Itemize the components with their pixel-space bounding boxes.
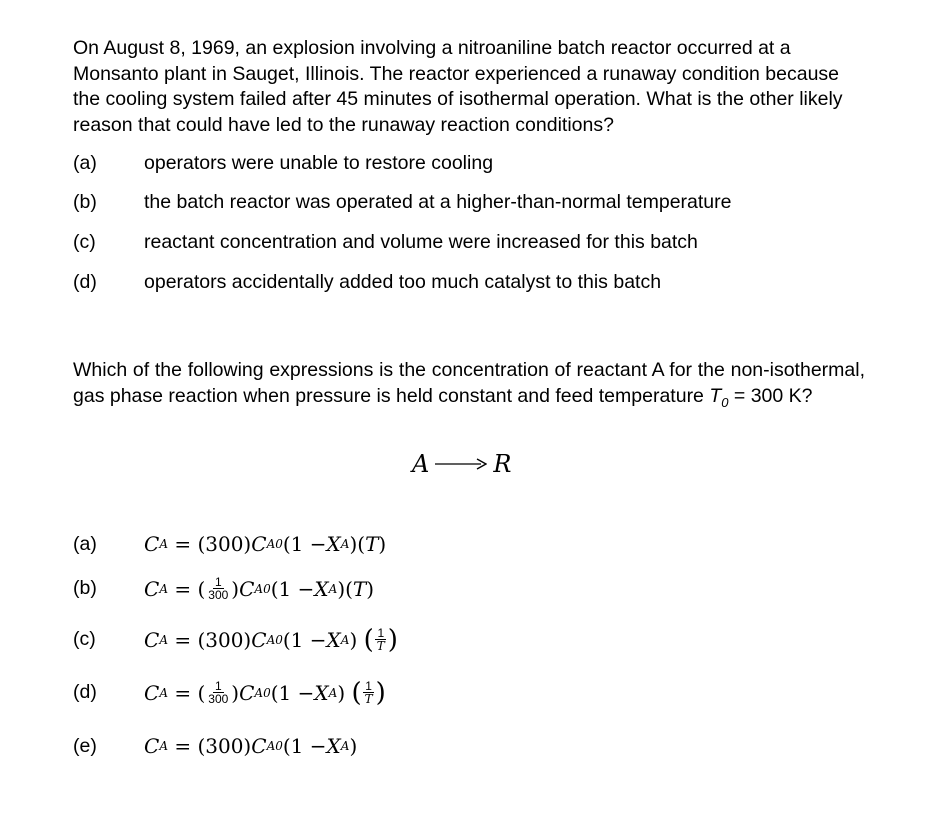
product: R — [493, 450, 512, 478]
option-expression: C A = ( $\frac{1}{300}$ ) C A0 (1 − X A ) ( $\frac{1}{T}$ ) — [144, 677, 386, 708]
option-text: the batch reactor was operated at a higher-than-normal temperature — [144, 191, 732, 213]
option-expression: C A = (300) C A0 (1 − X A ) ( $\frac{1}{T}$ ) — [144, 624, 398, 655]
reaction-equation — [412, 449, 511, 479]
option-label: (d) — [73, 681, 97, 703]
question-1-option-b — [73, 190, 873, 214]
option-expression: C A = ( $\frac{1}{300}$ ) C A0 (1 − X A )( T ) — [144, 575, 375, 602]
option-label: (d) — [73, 271, 97, 293]
option-label: (a) — [73, 533, 97, 555]
option-label: (a) — [73, 152, 97, 174]
option-label: (c) — [73, 628, 96, 650]
question-2-option-d — [73, 677, 573, 712]
option-expression: C A = (300) C A0 (1 − X A ) — [144, 734, 358, 758]
question-2-option-b — [73, 576, 573, 606]
reactant: A — [412, 450, 430, 478]
option-label: (e) — [73, 735, 97, 757]
reaction-arrow-icon — [435, 457, 487, 471]
option-label: (b) — [73, 577, 97, 599]
question-2-option-e — [73, 734, 573, 762]
option-text: operators were unable to restore cooling — [144, 152, 494, 174]
question-2-option-a — [73, 532, 573, 560]
question-1-text: On August 8, 1969, an explosion involving a nitroaniline batch reactor occurred at a Monsanto plant in Sauget, Illinois. The reactor experienced a runaway condition because the cooling system failed after 45 minutes of isothermal operation. What is the other likely reason that could have led to the runaway reaction conditions? — [73, 37, 843, 136]
question-2-feed-temperature: temperature $T_0 = 300$ K? — [598, 384, 813, 410]
question-1-option-c — [73, 230, 873, 254]
question-2-option-c — [73, 624, 573, 659]
option-label: (c) — [73, 231, 96, 253]
question-2-main: Which of the following expressions is the concentration of reactant A for the non-isothermal, gas phase reaction when pressure is held constant and feed — [73, 359, 865, 407]
option-text: reactant concentration and volume were increased for this batch — [144, 231, 698, 253]
option-label: (b) — [73, 191, 97, 213]
question-2-text — [73, 358, 865, 415]
question-1-option-d — [73, 270, 873, 294]
option-expression: C A = (300) C A0 (1 − X A )( T ) — [144, 532, 387, 556]
question-1-option-a — [73, 151, 873, 175]
option-text: operators accidentally added too much catalyst to this batch — [144, 271, 662, 293]
